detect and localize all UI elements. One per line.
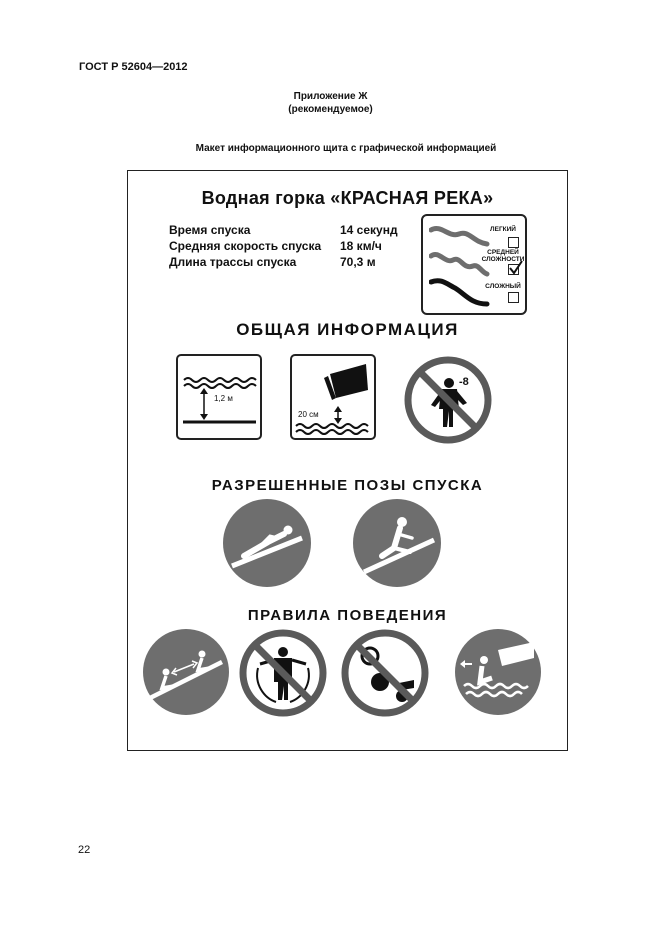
annex-note: (рекомендуемое) xyxy=(288,104,373,115)
stat-row-length xyxy=(169,254,410,270)
stat-label: Время спуска xyxy=(169,223,251,237)
pose-lying-feet-first-sign xyxy=(222,498,312,588)
difficulty-panel xyxy=(421,214,527,315)
pose-sitting-sign xyxy=(352,498,442,588)
easy-slide-profile xyxy=(431,228,487,244)
stat-label: Средняя скорость спуска xyxy=(169,239,322,253)
section-general-info: ОБЩАЯ ИНФОРМАЦИЯ xyxy=(236,320,459,339)
check-mark-icon xyxy=(508,260,524,276)
difficulty-easy-label: ЛЕГКИЙ xyxy=(490,226,516,233)
depth-value: 1,2 м xyxy=(214,394,233,403)
difficulty-easy-checkbox[interactable] xyxy=(508,237,519,248)
difficulty-medium-label-2: СЛОЖНОСТИ xyxy=(481,256,525,263)
annex-title: Приложение Ж xyxy=(293,91,368,102)
stat-value: 70,3 м xyxy=(340,255,376,269)
drop-height-value: 20 см xyxy=(298,410,319,419)
stat-value: 18 км/ч xyxy=(340,239,382,253)
pool-depth-sign xyxy=(176,354,262,440)
slide-exit-height-sign xyxy=(290,354,376,440)
page-number: 22 xyxy=(78,844,91,856)
difficulty-hard-checkbox[interactable] xyxy=(508,292,519,303)
rule-keep-distance-sign xyxy=(142,628,230,716)
age-restriction-sign xyxy=(403,355,493,445)
stat-row-speed xyxy=(169,238,410,254)
figure-title: Макет информационного щита с графической информацией xyxy=(195,143,497,154)
slide-exit-icon xyxy=(292,356,374,438)
difficulty-hard-label: СЛОЖНЫЙ xyxy=(485,283,521,290)
difficulty-medium-label: СРЕДНЕЙ xyxy=(487,249,519,256)
slide-title: Водная горка «КРАСНАЯ РЕКА» xyxy=(201,188,494,208)
stat-row-time xyxy=(169,222,410,238)
age-limit-label: -8 xyxy=(459,376,469,388)
rule-no-objects-sign xyxy=(340,628,430,718)
hard-slide-profile xyxy=(431,281,487,304)
slide-profile-icons xyxy=(429,224,491,308)
section-behaviour-rules: ПРАВИЛА ПОВЕДЕНИЯ xyxy=(247,607,448,624)
difficulty-medium-checkbox[interactable] xyxy=(508,264,519,275)
standard-code: ГОСТ Р 52604—2012 xyxy=(79,61,188,73)
section-allowed-poses: РАЗРЕШЕННЫЕ ПОЗЫ СПУСКА xyxy=(211,477,484,494)
rule-leave-pool-sign xyxy=(454,628,542,716)
rule-no-spinning-sign xyxy=(238,628,328,718)
stat-label: Длина трассы спуска xyxy=(169,255,297,269)
slide-stats xyxy=(169,222,410,270)
stat-value: 14 секунд xyxy=(340,223,398,237)
